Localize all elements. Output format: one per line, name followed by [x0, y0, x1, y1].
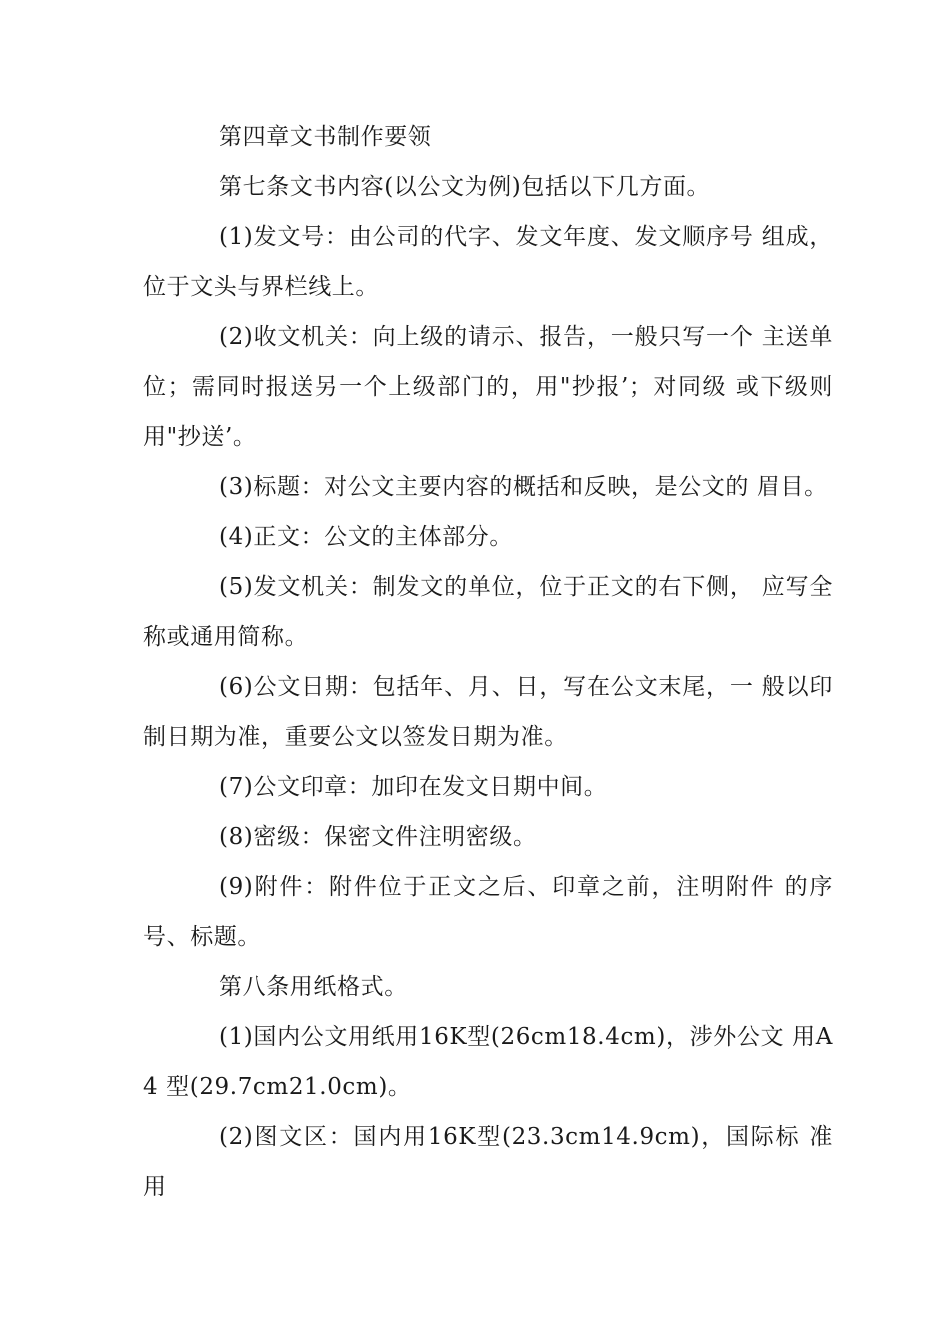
item-2-recipient: (2)收文机关：向上级的请示、报告，一般只写一个 主送单位；需同时报送另一个上级部门的，用"抄报’；对同级 或下级则用"抄送’。 [143, 324, 833, 450]
item-5-issuing-authority: (5)发文机关：制发文的单位，位于正文的右下侧， 应写全称或通用简称。 [143, 574, 833, 650]
item-8-security-level: (8)密级：保密文件注明密级。 [219, 824, 537, 850]
paper-item-2: (2)图文区：国内用16K型(23.3cm14.9cm)，国际标 准用 [143, 1124, 833, 1200]
article-8-heading: 第八条用纸格式。 [219, 974, 408, 1000]
item-3-title: (3)标题：对公文主要内容的概括和反映，是公文的 眉目。 [219, 474, 828, 500]
document-body [143, 112, 833, 1212]
item-4-body: (4)正文：公文的主体部分。 [219, 524, 513, 550]
item-9-attachments: (9)附件：附件位于正文之后、印章之前，注明附件 的序号、标题。 [143, 874, 833, 950]
item-7-seal: (7)公文印章：加印在发文日期中间。 [219, 774, 608, 800]
chapter-heading: 第四章文书制作要领 [219, 124, 432, 150]
item-6-document-date: (6)公文日期：包括年、月、日，写在公文末尾，一 般以印制日期为准，重要公文以签发日期为准。 [143, 674, 833, 750]
paper-item-1: (1)国内公文用纸用16K型(26cm18.4cm)，涉外公文 用A4 型(29.7cm21.0cm)。 [143, 1024, 833, 1100]
item-1-document-number: (1)发文号：由公司的代字、发文年度、发文顺序号 组成，位于文头与界栏线上。 [143, 224, 833, 300]
article-7-heading: 第七条文书内容(以公文为例)包括以下几方面。 [219, 174, 711, 200]
